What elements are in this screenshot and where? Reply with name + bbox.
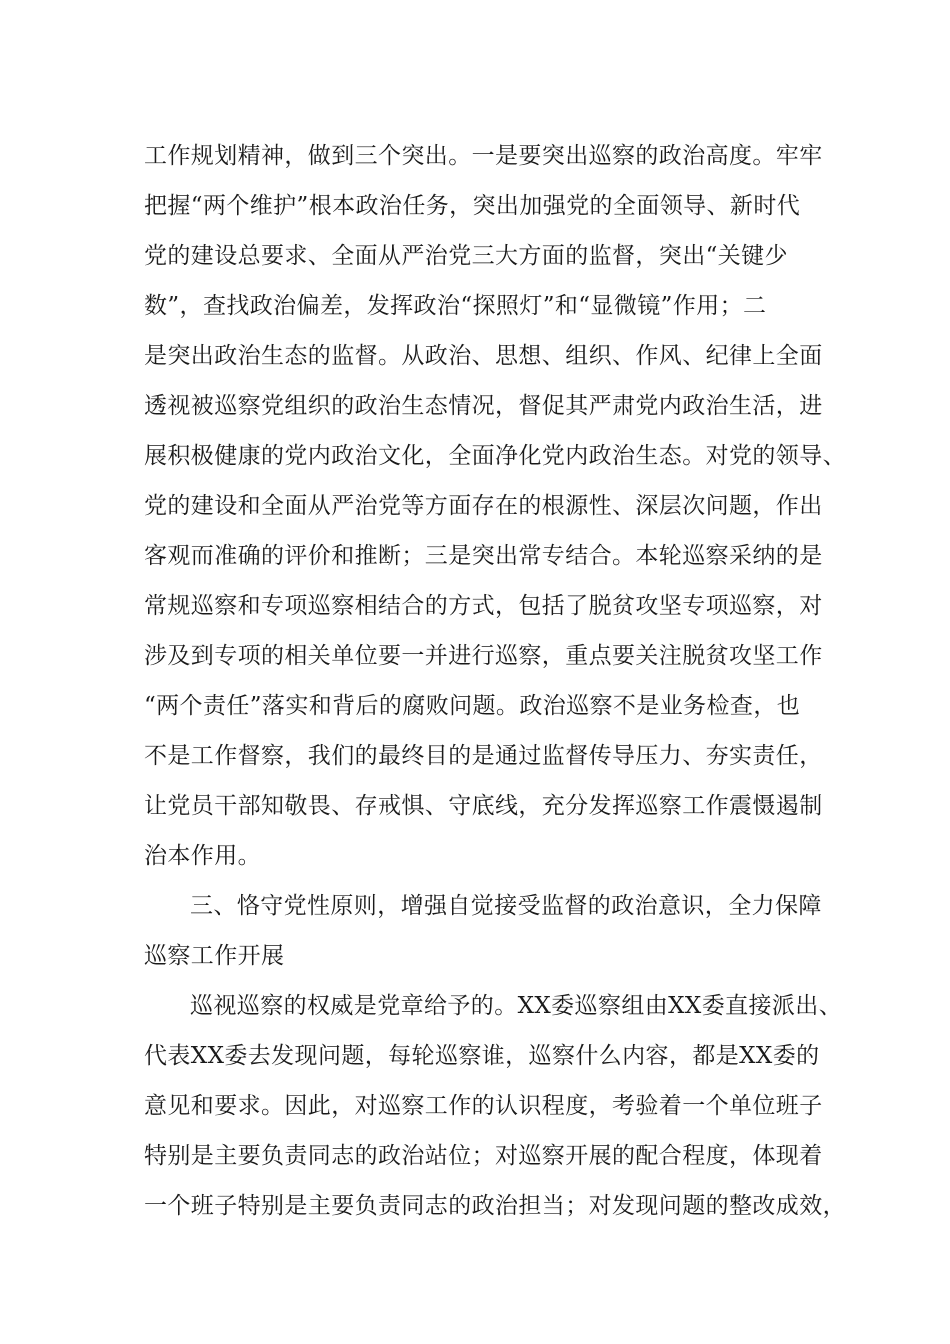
body-text-line: 把握“两个维护”根本政治任务，突出加强党的全面领导、新时代 (144, 193, 801, 219)
body-text-line: 数”，查找政治偏差，发挥政治“探照灯”和“显微镜”作用；二 (144, 293, 767, 319)
body-text-line: 让党员干部知敬畏、存戒惧、守底线，充分发挥巡察工作震慑遏制 (144, 793, 823, 819)
body-text-line: 党的建设总要求、全面从严治党三大方面的监督，突出“关键少 (144, 243, 788, 269)
body-text-line: 不是工作督察，我们的最终目的是通过监督传导压力、夯实责任， (144, 743, 823, 769)
body-text-line: 代表XX委去发现问题，每轮巡察谁，巡察什么内容，都是XX委的 (144, 1043, 820, 1069)
body-text-line: 透视被巡察党组织的政治生态情况，督促其严肃党内政治生活，进 (144, 393, 823, 419)
body-text-line: 常规巡察和专项巡察相结合的方式，包括了脱贫攻坚专项巡察，对 (144, 593, 823, 619)
body-text-line: 特别是主要负责同志的政治站位；对巡察开展的配合程度，体现着 (144, 1143, 823, 1169)
body-text-line: 客观而准确的评价和推断；三是突出常专结合。本轮巡察采纳的是 (144, 543, 823, 569)
body-text-line: 工作规划精神，做到三个突出。一是要突出巡察的政治高度。牢牢 (144, 143, 823, 169)
section-heading-line: 三、恪守党性原则，增强自觉接受监督的政治意识，全力保障 (190, 893, 822, 919)
body-text-line: 巡视巡察的权威是党章给予的。XX委巡察组由XX委直接派出、 (190, 993, 843, 1019)
body-text-line: 涉及到专项的相关单位要一并进行巡察，重点要关注脱贫攻坚工作 (144, 643, 823, 669)
body-text-line: 展积极健康的党内政治文化，全面净化党内政治生态。对党的领导、 (144, 443, 846, 469)
body-text-line: 党的建设和全面从严治党等方面存在的根源性、深层次问题，作出 (144, 493, 823, 519)
body-text-line: 一个班子特别是主要负责同志的政治担当；对发现问题的整改成效， (144, 1193, 846, 1219)
body-text-line: 是突出政治生态的监督。从政治、思想、组织、作风、纪律上全面 (144, 343, 823, 369)
body-text-line: 意见和要求。因此，对巡察工作的认识程度，考验着一个单位班子 (144, 1093, 823, 1119)
body-text-line: 治本作用。 (144, 843, 261, 869)
section-heading-line: 巡察工作开展 (144, 943, 285, 969)
body-text-line: “两个责任”落实和背后的腐败问题。政治巡察不是业务检查，也 (144, 693, 801, 719)
